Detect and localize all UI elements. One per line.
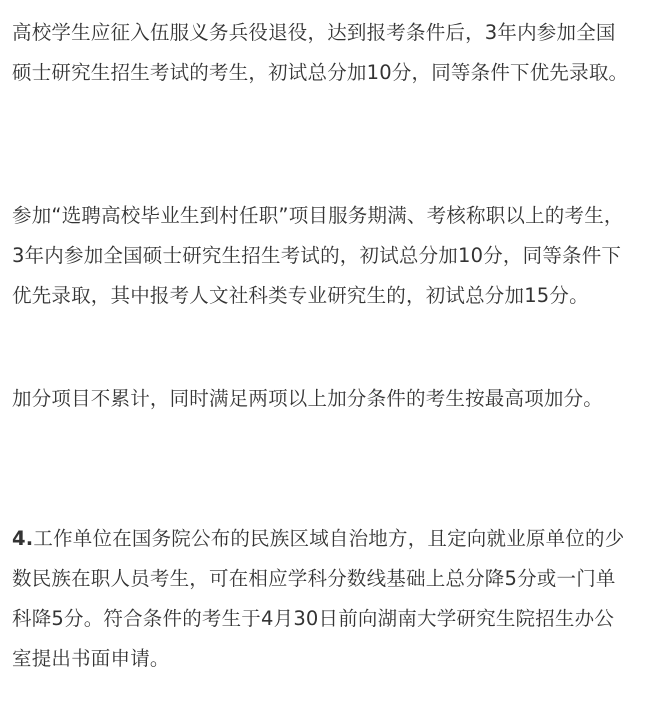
paragraph-village-official-bonus: 参加“选聘高校毕业生到村任职”项目服务期满、考核称职以上的考生，3年内参加全国硕士研究生招生考试的，初试总分加10分，同等条件下优先录取，其中报考人文社科类专业研究生的，初试总分加15分。: [12, 204, 624, 307]
paragraph-veteran-bonus: 高校学生应征入伍服义务兵役退役，达到报考条件后，3年内参加全国硕士研究生招生考试的考生，初试总分加10分，同等条件下优先录取。: [12, 21, 629, 84]
item-number: 4.: [12, 527, 34, 550]
paragraph-bonus-not-cumulative: 加分项目不累计，同时满足两项以上加分条件的考生按最高项加分。: [12, 387, 604, 410]
paragraph-text: 工作单位在国务院公布的民族区域自治地方，且定向就业原单位的少数民族在职人员考生，可在相应学科分数线基础上总分降5分或一门单科降5分。符合条件的考生于4月30日前向湖南大学研究生院招生办公室提出书面申请。: [12, 527, 625, 670]
paragraph-ethnic-minority-reduction: [12, 519, 632, 679]
